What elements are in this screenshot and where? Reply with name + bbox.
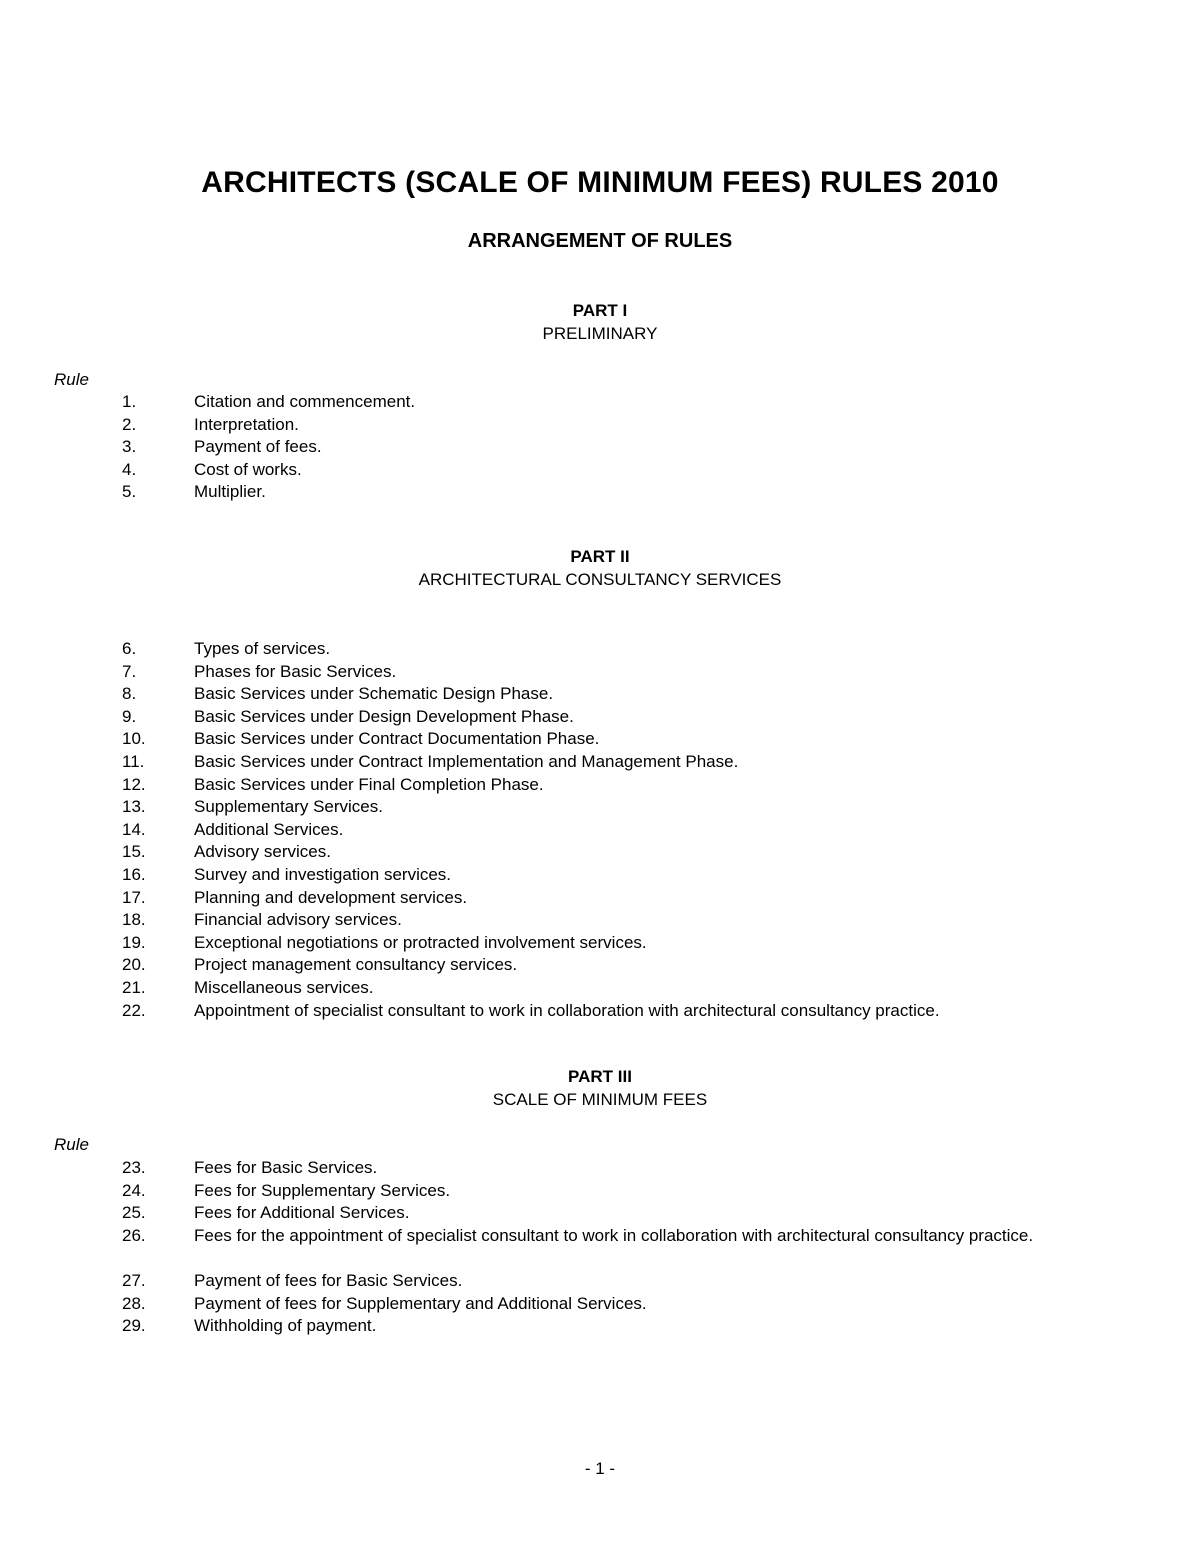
rule-number: 29.	[122, 1316, 146, 1336]
rule-number: 18.	[122, 910, 146, 930]
rule-title: Payment of fees for Supplementary and Additional Services.	[194, 1293, 647, 1313]
list-item	[0, 706, 1200, 729]
list-item	[0, 459, 1200, 482]
document-subtitle: ARRANGEMENT OF RULES	[467, 230, 733, 252]
rule-number: 27.	[122, 1270, 146, 1290]
list-item	[0, 909, 1200, 932]
rule-number: 21.	[122, 977, 146, 997]
rule-number: 11.	[122, 751, 145, 771]
rule-number: 9.	[122, 706, 137, 726]
list-item	[0, 1202, 1200, 1225]
list-item	[0, 638, 1200, 661]
part-2-rule-list	[0, 638, 1200, 1022]
rule-title: Exceptional negotiations or protracted involvement services.	[194, 932, 647, 952]
list-item	[0, 932, 1200, 955]
rule-title: Appointment of specialist consultant to work in collaboration with architectural consultancy practice.	[194, 1000, 940, 1020]
rule-title: Basic Services under Design Development Phase.	[194, 706, 574, 726]
list-item	[0, 1270, 1200, 1293]
rule-title: Financial advisory services.	[194, 910, 402, 930]
rule-number: 20.	[122, 955, 146, 975]
list-item	[0, 414, 1200, 437]
rule-title: Advisory services.	[194, 842, 331, 862]
list-item	[0, 1315, 1200, 1338]
rule-number: 8.	[122, 684, 137, 704]
rule-number: 6.	[122, 639, 137, 658]
rule-number: 13.	[122, 797, 146, 817]
rule-number: 3.	[122, 437, 137, 457]
part-3-rule-list	[0, 1157, 1200, 1338]
list-item	[0, 1225, 1200, 1270]
rule-title: Payment of fees for Basic Services.	[194, 1270, 463, 1290]
rule-number: 22.	[122, 1000, 146, 1020]
rule-number: 17.	[122, 887, 146, 907]
rule-title: Planning and development services.	[194, 887, 468, 907]
part-1-rule-list	[0, 391, 1200, 504]
list-item	[0, 683, 1200, 706]
rule-number: 7.	[122, 661, 137, 681]
rule-number: 23.	[122, 1158, 146, 1177]
list-item	[0, 887, 1200, 910]
part-3-name: SCALE OF MINIMUM FEES	[492, 1090, 708, 1109]
rule-number: 2.	[122, 414, 137, 434]
rule-number: 24.	[122, 1180, 146, 1200]
rule-title: Project management consultancy services.	[194, 955, 518, 975]
rule-number: 5.	[122, 482, 137, 502]
part-1-rule-heading: Rule	[54, 370, 89, 389]
rule-title: Fees for the appointment of specialist consultant to work in collaboration with architectural consultancy practice.	[194, 1225, 1034, 1245]
rule-title: Payment of fees.	[194, 437, 322, 457]
document-title: ARCHITECTS (SCALE OF MINIMUM FEES) RULES 2010	[201, 166, 999, 199]
part-3-label: PART III	[568, 1067, 632, 1086]
rule-number: 4.	[122, 459, 137, 479]
rule-title: Fees for Additional Services.	[194, 1203, 410, 1223]
rule-title: Phases for Basic Services.	[194, 661, 397, 681]
rule-title: Basic Services under Final Completion Phase.	[194, 774, 544, 794]
list-item	[0, 864, 1200, 887]
list-item	[0, 481, 1200, 504]
list-item	[0, 819, 1200, 842]
part-3-rule-heading: Rule	[54, 1135, 89, 1154]
list-item	[0, 841, 1200, 864]
list-item	[0, 1293, 1200, 1316]
rule-title: Citation and commencement.	[194, 392, 416, 411]
list-item	[0, 1180, 1200, 1203]
rule-title: Multiplier.	[194, 482, 266, 502]
list-item	[0, 977, 1200, 1000]
list-item	[0, 391, 1200, 414]
list-item	[0, 954, 1200, 977]
rule-title: Types of services.	[194, 639, 331, 658]
rule-number: 28.	[122, 1293, 146, 1313]
rule-title: Fees for Supplementary Services.	[194, 1180, 451, 1200]
rule-title: Interpretation.	[194, 414, 299, 434]
rule-number: 12.	[122, 774, 146, 794]
rule-title: Supplementary Services.	[194, 797, 383, 817]
rule-number: 15.	[122, 842, 146, 862]
part-1-name: PRELIMINARY	[542, 324, 658, 343]
part-2-name: ARCHITECTURAL CONSULTANCY SERVICES	[418, 570, 782, 589]
list-item	[0, 661, 1200, 684]
rule-title: Basic Services under Schematic Design Phase.	[194, 684, 554, 704]
rule-number: 1.	[122, 392, 137, 411]
list-item	[0, 796, 1200, 819]
part-1-label: PART I	[572, 301, 628, 320]
rule-title: Survey and investigation services.	[194, 864, 452, 884]
rule-number: 25.	[122, 1203, 146, 1223]
list-item	[0, 774, 1200, 797]
list-item	[0, 1000, 1200, 1023]
part-2-label: PART II	[570, 547, 630, 566]
rule-title: Basic Services under Contract Implementation and Management Phase.	[194, 751, 739, 771]
list-item	[0, 1157, 1200, 1180]
rule-title: Miscellaneous services.	[194, 977, 374, 997]
rule-title: Basic Services under Contract Documentation Phase.	[194, 729, 600, 749]
rule-number: 10.	[122, 729, 146, 749]
rule-title: Cost of works.	[194, 459, 302, 479]
rule-number: 16.	[122, 864, 146, 884]
list-item	[0, 728, 1200, 751]
rule-number: 19.	[122, 932, 146, 952]
rule-title: Fees for Basic Services.	[194, 1158, 378, 1177]
rule-number: 14.	[122, 819, 146, 839]
rule-title: Additional Services.	[194, 819, 344, 839]
list-item	[0, 436, 1200, 459]
page-number: - 1 -	[584, 1459, 616, 1478]
rule-title: Withholding of payment.	[194, 1316, 377, 1336]
rule-number: 26.	[122, 1225, 146, 1245]
list-item	[0, 751, 1200, 774]
